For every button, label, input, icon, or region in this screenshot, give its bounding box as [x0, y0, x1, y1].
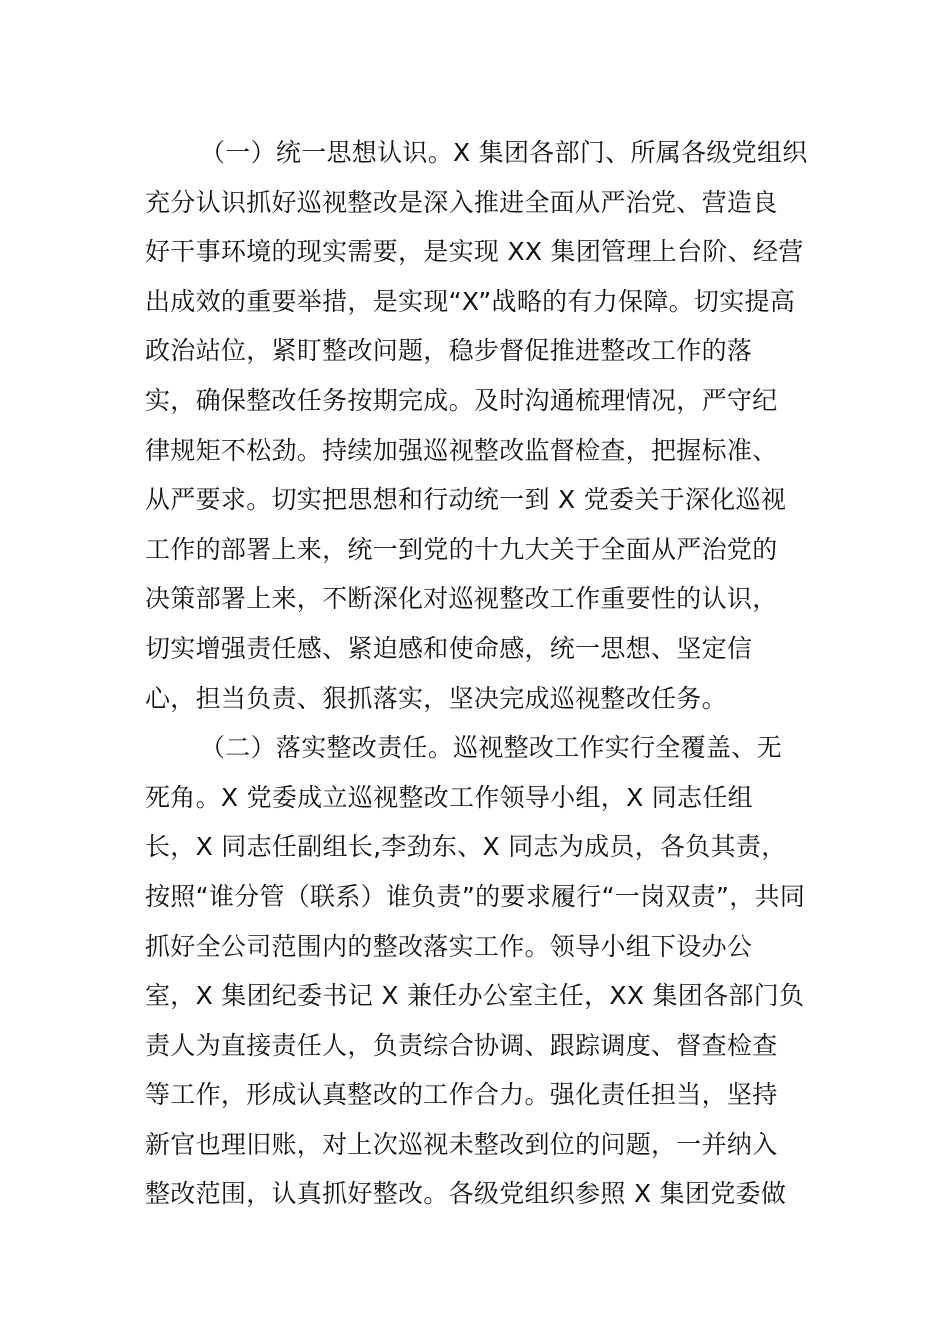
text-line: 出成效的重要举措，是实现“X”战略的有力保障。切实提高: [145, 286, 796, 316]
text-line: 抓好全公司范围内的整改落实工作。领导小组下设办公: [145, 931, 753, 961]
text-line: 新官也理旧账，对上次巡视未整改到位的问题，一并纳入: [145, 1129, 778, 1159]
text-line: 死角。X 党委成立巡视整改工作领导小组，X 同志任组: [145, 782, 753, 812]
text-line: 工作的部署上来，统一到党的十九大关于全面从严治党的: [145, 534, 778, 564]
text-line: 决策部署上来，不断深化对巡视整改工作重要性的认识，: [145, 584, 778, 614]
text-line: 律规矩不松劲。持续加强巡视整改监督检查，把握标准、: [145, 435, 778, 465]
text-line: （一）统一思想认识。X 集团各部门、所属各级党组织: [200, 138, 808, 167]
paragraph-2: [145, 723, 825, 1219]
text-line: 从严要求。切实把思想和行动统一到 X 党委关于深化巡视: [145, 485, 787, 515]
paragraph-1: [145, 128, 825, 723]
text-line: 实，确保整改任务按期完成。及时沟通梳理情况，严守纪: [145, 385, 778, 415]
text-line: 按照“谁分管（联系）谁负责”的要求履行“一岗双责”，共同: [145, 881, 806, 911]
text-line: 等工作，形成认真整改的工作合力。强化责任担当，坚持: [145, 1080, 778, 1110]
text-line: 好干事环境的现实需要，是实现 XX 集团管理上台阶、经营: [145, 237, 804, 267]
text-line: 心，担当负责、狠抓落实，坚决完成巡视整改任务。: [145, 683, 727, 713]
body-text: [145, 128, 825, 1219]
text-line: 切实增强责任感、紧迫感和使命感，统一思想、坚定信: [145, 633, 753, 663]
text-line: 整改范围，认真抓好整改。各级党组织参照 X 集团党委做: [145, 1179, 787, 1209]
text-line: 长，X 同志任副组长,李劲东、X 同志为成员，各负其责，: [145, 832, 787, 862]
text-line: 充分认识抓好巡视整改是深入推进全面从严治党、营造良: [145, 187, 778, 217]
text-line: 政治站位，紧盯整改问题，稳步督促推进整改工作的落: [145, 336, 753, 366]
text-line: （二）落实整改责任。巡视整改工作实行全覆盖、无: [200, 733, 782, 763]
text-line: 室，X 集团纪委书记 X 兼任办公室主任，XX 集团各部门负: [145, 981, 805, 1011]
text-line: 责人为直接责任人，负责综合协调、跟踪调度、督查检查: [145, 1030, 778, 1060]
